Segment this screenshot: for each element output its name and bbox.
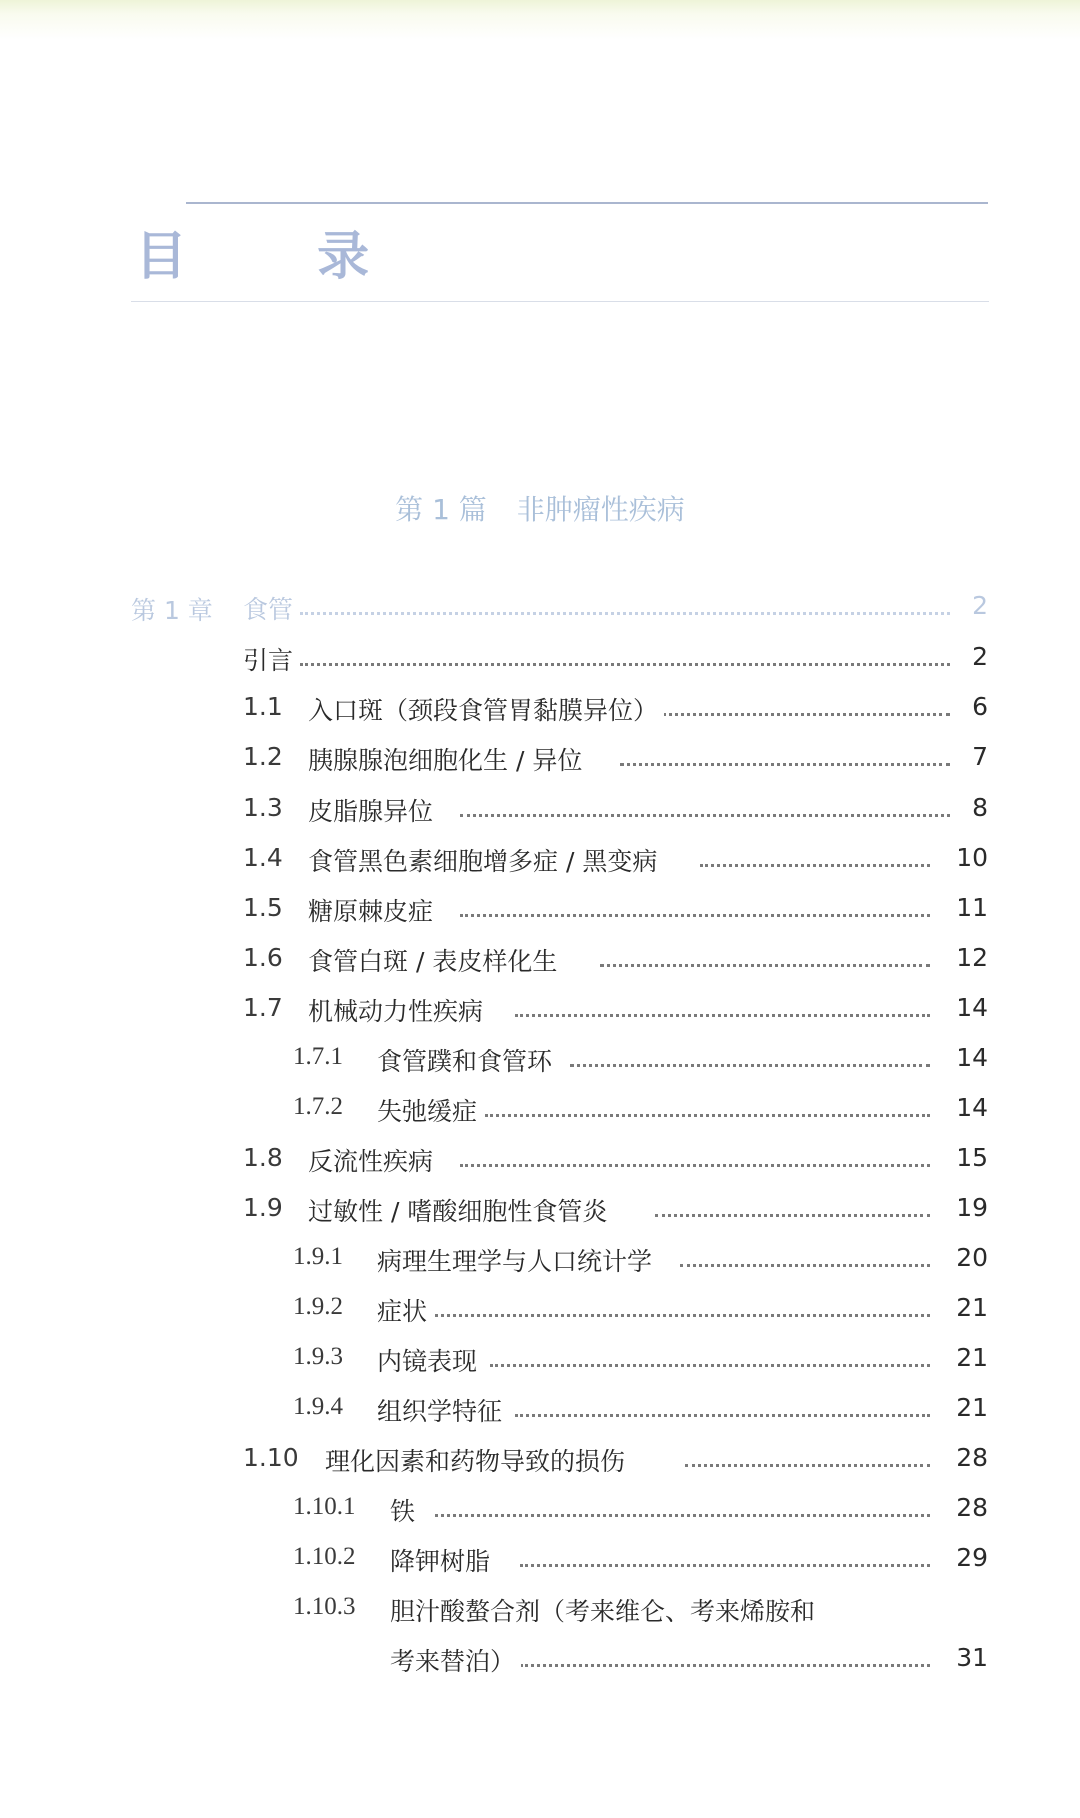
entry-title: 铁 bbox=[390, 1492, 421, 1528]
toc-entry[interactable] bbox=[0, 734, 1080, 784]
entry-number: 1.9.2 bbox=[293, 1293, 343, 1320]
toc-entry[interactable] bbox=[0, 1435, 1080, 1485]
leader-dots bbox=[700, 861, 930, 867]
leader-dots bbox=[570, 1061, 930, 1067]
entry-title: 过敏性 / 嗜酸细胞性食管炎 bbox=[308, 1192, 613, 1228]
entry-title: 胰腺腺泡细胞化生 / 异位 bbox=[308, 741, 588, 777]
entry-title: 胆汁酸螯合剂（考来维仑、考来烯胺和 bbox=[390, 1592, 821, 1628]
entry-page: 14 bbox=[956, 1043, 988, 1072]
entry-page: 6 bbox=[972, 692, 988, 721]
leader-dots bbox=[435, 1511, 930, 1517]
part-heading bbox=[0, 490, 1080, 530]
entry-page: 10 bbox=[956, 843, 988, 872]
entry-page: 21 bbox=[956, 1293, 988, 1322]
entry-title: 机械动力性疾病 bbox=[308, 992, 489, 1028]
toc-entry[interactable] bbox=[0, 835, 1080, 885]
leader-dots bbox=[300, 609, 950, 615]
leader-dots bbox=[460, 1161, 930, 1167]
entry-page: 28 bbox=[956, 1493, 988, 1522]
entry-page: 14 bbox=[956, 993, 988, 1022]
entry-title: 降钾树脂 bbox=[390, 1542, 496, 1578]
toc-entry[interactable] bbox=[0, 1535, 1080, 1585]
entry-title: 症状 bbox=[377, 1292, 433, 1328]
entry-page: 28 bbox=[956, 1443, 988, 1472]
toc-entry[interactable] bbox=[0, 935, 1080, 985]
leader-dots bbox=[490, 1361, 930, 1367]
entry-number: 1.7.1 bbox=[293, 1043, 343, 1070]
toc-entry[interactable] bbox=[0, 1335, 1080, 1385]
entry-number: 1.9.4 bbox=[293, 1393, 343, 1420]
entry-number: 1.9 bbox=[243, 1193, 283, 1222]
entry-number: 1.10.2 bbox=[293, 1543, 356, 1570]
toc-entry[interactable] bbox=[0, 1185, 1080, 1235]
entry-number: 1.10.1 bbox=[293, 1493, 356, 1520]
entry-title: 糖原棘皮症 bbox=[308, 892, 439, 928]
entry-title: 反流性疾病 bbox=[308, 1142, 439, 1178]
entry-page: 12 bbox=[956, 943, 988, 972]
entry-page: 31 bbox=[956, 1643, 988, 1672]
entry-number: 1.9.1 bbox=[293, 1243, 343, 1270]
toc-entry[interactable] bbox=[0, 1285, 1080, 1335]
entry-number: 1.1 bbox=[243, 692, 283, 721]
entry-title: 病理生理学与人口统计学 bbox=[377, 1242, 658, 1278]
entry-title: 食管黑色素细胞增多症 / 黑变病 bbox=[308, 842, 663, 878]
entry-number: 1.6 bbox=[243, 943, 283, 972]
entry-number: 1.7.2 bbox=[293, 1093, 343, 1120]
part-title: 非肿瘤性疾病 bbox=[516, 493, 685, 526]
entry-page: 29 bbox=[956, 1543, 988, 1572]
toc-entry[interactable] bbox=[0, 1585, 1080, 1635]
entry-title: 组织学特征 bbox=[377, 1392, 508, 1428]
toc-entry[interactable] bbox=[0, 885, 1080, 935]
entry-number: 1.7 bbox=[243, 993, 283, 1022]
header-rule-bottom bbox=[131, 301, 989, 302]
toc-entry[interactable] bbox=[0, 684, 1080, 734]
entry-page: 8 bbox=[972, 793, 988, 822]
leader-dots bbox=[460, 911, 930, 917]
toc-entry-continuation[interactable] bbox=[0, 1635, 1080, 1685]
chapter-title: 食管 bbox=[243, 590, 299, 626]
leader-dots bbox=[520, 1561, 930, 1567]
entry-page: 19 bbox=[956, 1193, 988, 1222]
leader-dots bbox=[515, 1011, 930, 1017]
leader-dots bbox=[655, 1211, 930, 1217]
leader-dots bbox=[600, 961, 930, 967]
entry-number: 1.10.3 bbox=[293, 1593, 356, 1620]
entry-page: 21 bbox=[956, 1343, 988, 1372]
leader-dots bbox=[515, 1411, 930, 1417]
entry-title: 考来替泊） bbox=[390, 1642, 521, 1678]
entry-title: 食管白斑 / 表皮样化生 bbox=[308, 942, 563, 978]
leader-dots bbox=[485, 1111, 930, 1117]
toc-entry[interactable] bbox=[0, 785, 1080, 835]
leader-dots bbox=[685, 1461, 930, 1467]
entry-page: 2 bbox=[972, 642, 988, 671]
part-number: 第 1 篇 bbox=[395, 493, 487, 526]
leader-dots bbox=[435, 1311, 930, 1317]
leader-dots bbox=[650, 710, 950, 716]
entry-title: 内镜表现 bbox=[377, 1342, 483, 1378]
entry-page: 14 bbox=[956, 1093, 988, 1122]
entry-number: 1.2 bbox=[243, 742, 283, 771]
toc-entry[interactable] bbox=[0, 1085, 1080, 1135]
entry-number: 1.9.3 bbox=[293, 1343, 343, 1370]
entry-title: 理化因素和药物导致的损伤 bbox=[325, 1442, 631, 1478]
leader-dots bbox=[300, 660, 950, 666]
entry-page: 7 bbox=[972, 742, 988, 771]
entry-page: 11 bbox=[956, 893, 988, 922]
entry-title: 引言 bbox=[243, 641, 299, 677]
entry-title: 失弛缓症 bbox=[377, 1092, 483, 1128]
toc-entry[interactable] bbox=[0, 1235, 1080, 1285]
entry-page: 21 bbox=[956, 1393, 988, 1422]
leader-dots bbox=[620, 760, 950, 766]
chapter-page: 2 bbox=[972, 591, 988, 620]
entry-number: 1.4 bbox=[243, 843, 283, 872]
entry-number: 1.8 bbox=[243, 1143, 283, 1172]
entry-title: 食管蹼和食管环 bbox=[377, 1042, 558, 1078]
leader-dots bbox=[680, 1261, 930, 1267]
toc-chapter-row[interactable] bbox=[0, 583, 1080, 633]
toc-entry[interactable] bbox=[0, 1385, 1080, 1435]
toc-entry[interactable] bbox=[0, 634, 1080, 684]
toc-entry[interactable] bbox=[0, 1485, 1080, 1535]
entry-title: 入口斑（颈段食管胃黏膜异位） bbox=[308, 691, 664, 727]
toc-entry[interactable] bbox=[0, 1035, 1080, 1085]
entry-number: 1.3 bbox=[243, 793, 283, 822]
chapter-number: 第 1 章 bbox=[131, 596, 213, 625]
entry-title: 皮脂腺异位 bbox=[308, 792, 439, 828]
header-rule-top bbox=[186, 202, 988, 204]
leader-dots bbox=[520, 1661, 930, 1667]
leader-dots bbox=[460, 811, 950, 817]
entry-page: 15 bbox=[956, 1143, 988, 1172]
toc-entry[interactable] bbox=[0, 1135, 1080, 1185]
toc-entry[interactable] bbox=[0, 985, 1080, 1035]
entry-page: 20 bbox=[956, 1243, 988, 1272]
entry-number: 1.5 bbox=[243, 893, 283, 922]
page-title: 目 录 bbox=[135, 227, 426, 287]
entry-number: 1.10 bbox=[243, 1443, 299, 1472]
